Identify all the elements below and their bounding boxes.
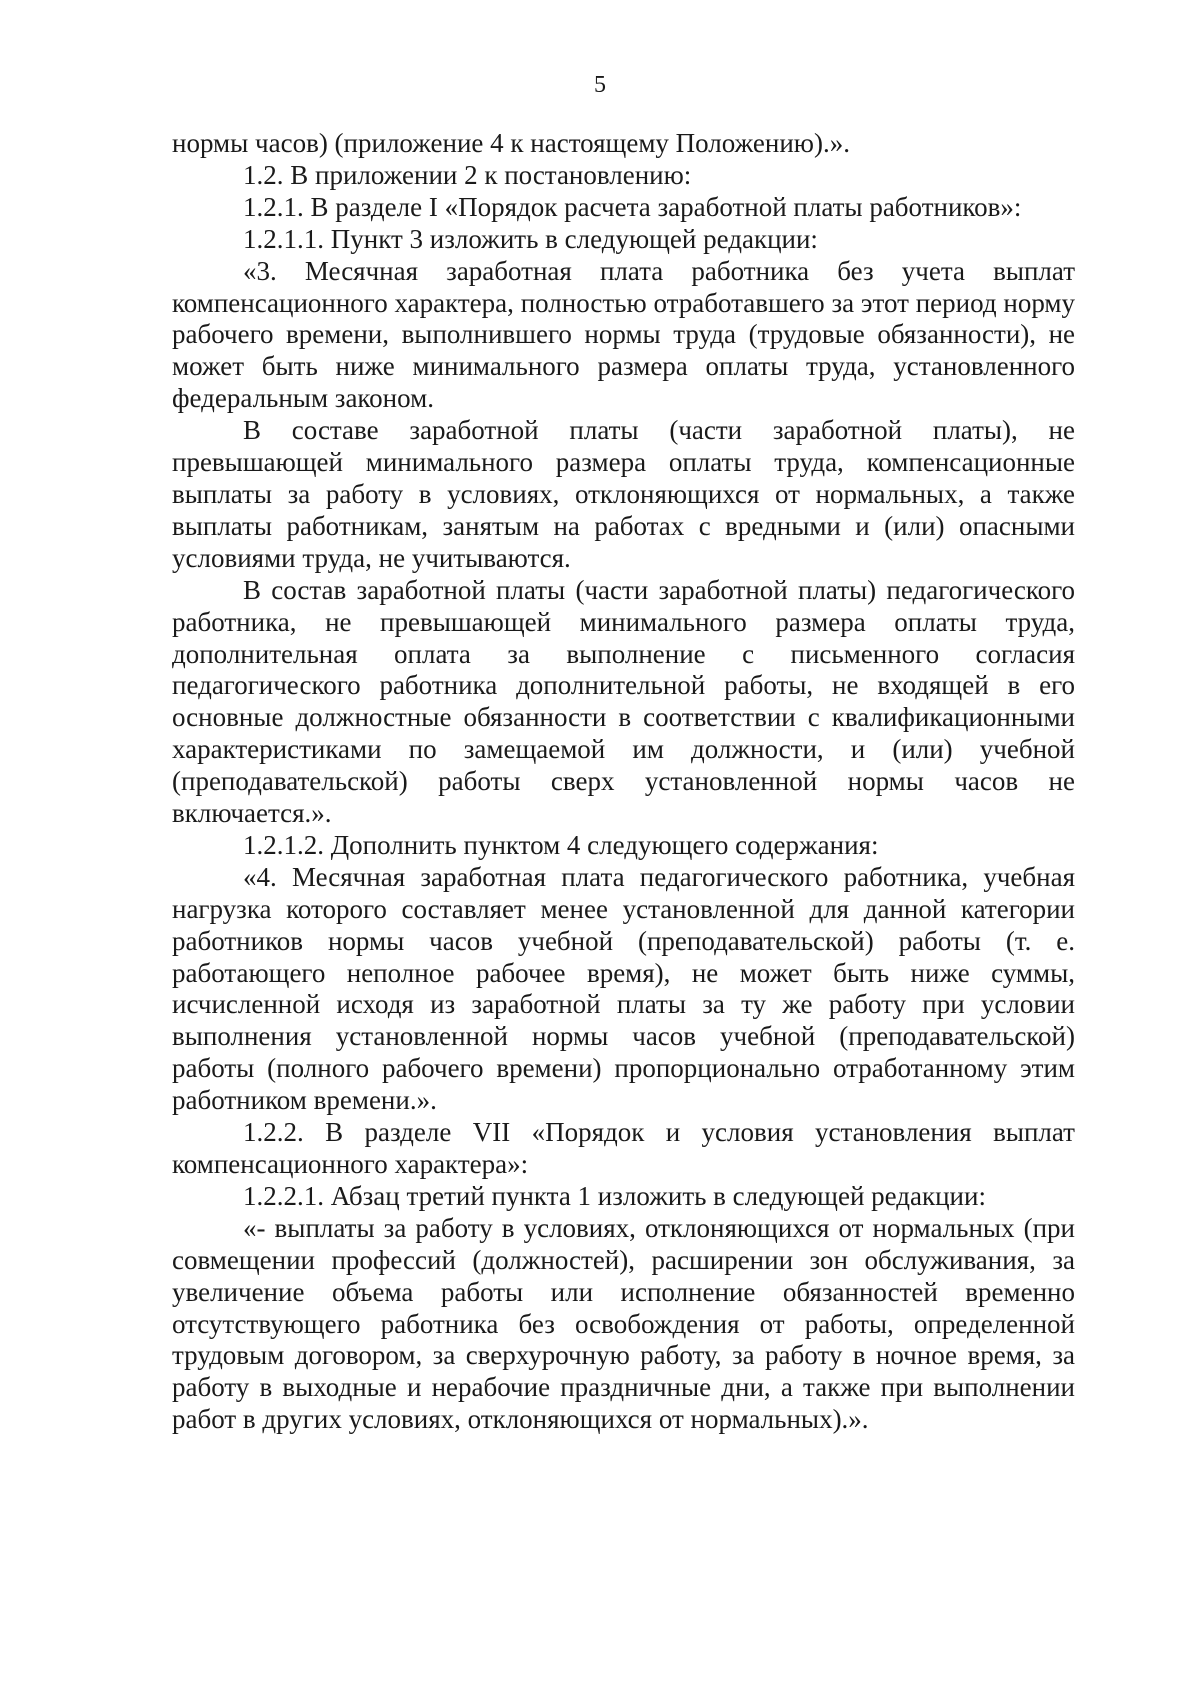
paragraph-clause-3: «3. Месячная заработная плата работника без учета выплат компенсационного характера, полностью отработавшего за этот период норму рабочего времени, выполнившего нормы труда (трудовые обязанности), не может быть ниже минимального размера оплаты труда, установленного федеральным законом.: [172, 255, 1075, 414]
paragraph-clause-3-part-3: В состав заработной платы (части заработной платы) педагогического работника, не превышающей минимального размера оплаты труда, дополнительная оплата за выполнение с письменного согласия педагогического работника дополнительной работы, не входящей в его основные должностные обязанности в соответствии с квалификационными характеристиками по замещаемой им должности, и (или) учебной (преподавательской) работы сверх установленной нормы часов не включается.».: [172, 574, 1075, 829]
paragraph-item-1-2-2: 1.2.2. В разделе VII «Порядок и условия установления выплат компенсационного характера»:: [172, 1117, 1075, 1179]
paragraph-item-1-2: 1.2. В приложении 2 к постановлению:: [243, 159, 692, 190]
paragraph-item-1-2-1-1: 1.2.1.1. Пункт 3 изложить в следующей редакции:: [243, 223, 818, 254]
paragraph-clause-3-part-2: В составе заработной платы (части заработной платы), не превышающей минимального размера оплаты труда, компенсационные выплаты за работу в условиях, отклоняющихся от нормальных, а также выплаты работникам, занятым на работах с вредными и (или) опасными условиями труда, не учитываются.: [172, 415, 1075, 573]
page-number: 5: [594, 72, 606, 98]
paragraph-item-1-2-2-1: 1.2.2.1. Абзац третий пункта 1 изложить в следующей редакции:: [243, 1180, 986, 1211]
document-body: [172, 128, 1075, 1436]
paragraph-item-1-2-1: 1.2.1. В разделе I «Порядок расчета заработной платы работников»:: [243, 191, 1022, 222]
paragraph-compensation-payments: «- выплаты за работу в условиях, отклоняющихся от нормальных (при совмещении профессий (должностей), расширении зон обслуживания, за увеличение объема работы или исполнение обязанностей временно отсутствующего работника без освобождения от работы, определенной трудовым договором, за сверхурочную работу, за работу в ночное время, за работу в выходные и нерабочие праздничные дни, а также при выполнении работ в других условиях, отклоняющихся от нормальных).».: [172, 1212, 1075, 1435]
paragraph-clause-4: «4. Месячная заработная плата педагогического работника, учебная нагрузка которого составляет менее установленной для данной категории работников нормы часов учебной (преподавательской) работы (т. е. работающего неполное рабочее время), не может быть ниже суммы, исчисленной исходя из заработной платы за ту же работу при условии выполнения установленной нормы часов учебной (преподавательской) работы (полного рабочего времени) пропорционально отработанному этим работником времени.».: [172, 861, 1075, 1116]
paragraph-item-1-2-1-2: 1.2.1.2. Дополнить пунктом 4 следующего содержания:: [243, 829, 879, 860]
paragraph-continuation: нормы часов) (приложение 4 к настоящему Положению).».: [172, 128, 850, 158]
